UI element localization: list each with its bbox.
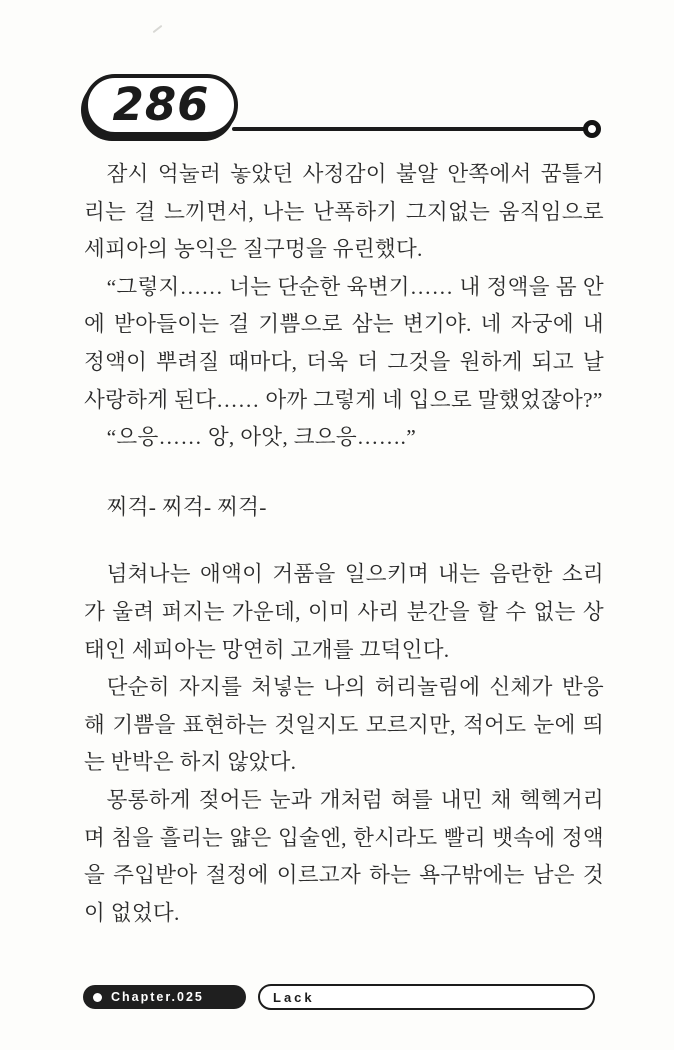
scan-artifact-mark [153, 25, 163, 33]
paragraph: 잠시 억눌러 놓았던 사정감이 불알 안쪽에서 꿈틀거리는 걸 느끼면서, 나는 난폭하기 그지없는 움직임으로 세피아의 농익은 질구멍을 유린했다. [84, 162, 604, 262]
paragraph: 몽롱하게 젖어든 눈과 개처럼 혀를 내민 채 헥헥거리며 침을 흘리는 얇은 입술엔, 한시라도 빨리 뱃속에 정액을 주입받아 절정에 이르고자 하는 욕구밖에는 남은 것이 없었다. [84, 787, 604, 925]
paragraph: 넘쳐나는 애액이 거품을 일으키며 내는 음란한 소리가 울려 퍼지는 가운데, 이미 사리 분간을 할 수 없는 상태인 세피아는 망연히 고개를 끄덕인다. [84, 562, 604, 662]
ring-icon [583, 120, 601, 138]
chapter-label: Chapter.025 [111, 990, 204, 1004]
paragraph: 단순히 자지를 처넣는 나의 허리놀림에 신체가 반응해 기쁨을 표현하는 것일지도 모르지만, 적어도 눈에 띄는 반박은 하지 않았다. [84, 675, 604, 775]
paragraph: “그렇지…… 너는 단순한 육변기…… 내 정액을 몸 안에 받아들이는 걸 기쁨으로 삼는 변기야. 네 자궁에 내 정액이 뿌려질 때마다, 더욱 더 그것을 원하게 되고 날 사랑하게 된다…… 아까 그렇게 네 입으로 말했었잖아?” [84, 274, 604, 412]
body-text [84, 156, 604, 932]
chapter-badge [83, 985, 246, 1009]
header-rule [232, 127, 586, 131]
imprint-label: Lack [273, 989, 315, 1005]
page-number-badge [84, 74, 238, 136]
paragraph-sound-effect: 찌걱- 찌걱- 찌걱- [106, 494, 267, 519]
paragraph: “으응…… 앙, 아앗, 크으응…….” [106, 425, 417, 450]
imprint-badge [258, 984, 595, 1010]
page-number: 286 [112, 77, 210, 131]
bullet-dot-icon [93, 993, 102, 1002]
